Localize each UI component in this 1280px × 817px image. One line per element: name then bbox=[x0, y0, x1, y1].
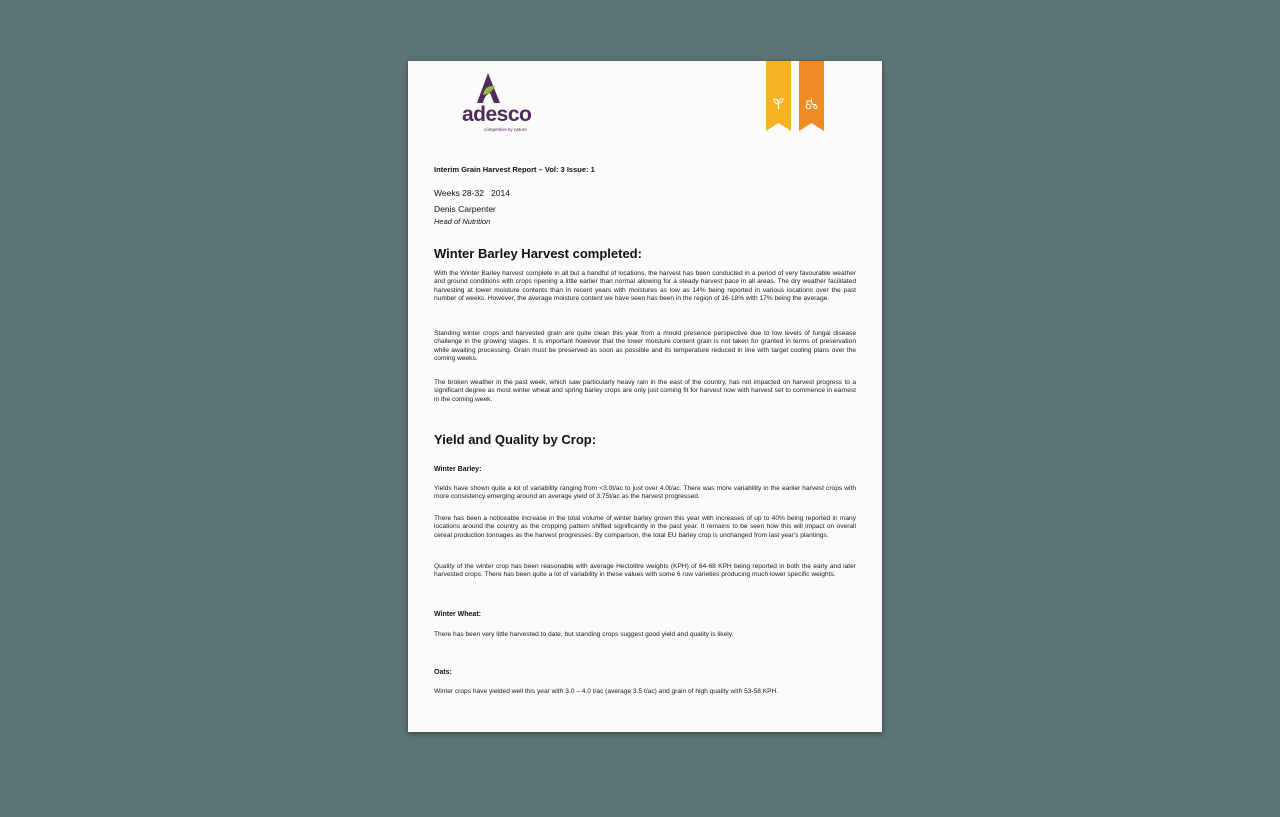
company-logo bbox=[462, 73, 542, 135]
paragraph: With the Winter Barley harvest complete in all but a handful of locations, the harvest has been conducted in a period of very favourable weather and ground conditions with crops ripening a little earlier than normal allowing for a steady harvest pace in all areas. The dry weather facilitated harvesting at lower moisture contents than in recent years with moistures as low as 14% being reported in various locations over the past number of weeks. However, the average moisture content we have seen has been in the region of 16-18% with 17% being the average. bbox=[434, 270, 856, 303]
paragraph: There has been a noticeable increase in the total volume of winter barley grown this year with increases of up to 40% being reported in many locations around the country as the cropping pattern shifted significantly in the past year. It remains to be seen how this will impact on overall cereal production tonnages as the harvest progresses. By comparison, the total EU barley crop is unchanged from last year's plantings. bbox=[434, 515, 856, 539]
paragraph: Quality of the winter crop has been reasonable with average Hectolitre weights (KPH) of 64-68 KPH being reported in both the early and later harvested crops. There has been quite a lot of variability in these values with some 6 row varieties producing much lower specific weights. bbox=[434, 563, 856, 579]
logo-mark-icon bbox=[474, 73, 504, 107]
subheading-winter-barley: Winter Barley: bbox=[434, 466, 482, 473]
tractor-icon bbox=[805, 97, 818, 110]
leaf-icon bbox=[772, 97, 785, 110]
report-title: Interim Grain Harvest Report – Vol: 3 Issue: 1 bbox=[434, 165, 595, 174]
subheading-oats: Oats: bbox=[434, 669, 452, 676]
section-heading-winter-barley-harvest: Winter Barley Harvest completed: bbox=[434, 246, 642, 261]
ribbon-orange bbox=[799, 61, 824, 131]
paragraph: Standing winter crops and harvested grain are quite clean this year from a mould presence perspective due to low levels of fungal disease challenge in the growing stages. It is important however that the lower moisture content grain is not taken for granted in terms of preservation while awaiting processing. Grain must be preserved as soon as possible and its temperature reduced in line with target cooling plans over the coming weeks. bbox=[434, 330, 856, 363]
ribbon-yellow bbox=[766, 61, 791, 131]
author-role: Head of Nutrition bbox=[434, 217, 491, 226]
paragraph: There has been very little harvested to date, but standing crops suggest good yield and quality is likely. bbox=[434, 631, 734, 638]
author-name: Denis Carpenter bbox=[434, 204, 496, 214]
logo-wordmark: adesco bbox=[462, 103, 532, 126]
subheading-winter-wheat: Winter Wheat: bbox=[434, 611, 481, 618]
report-weeks: Weeks 28-32 2014 bbox=[434, 188, 510, 198]
logo-tagline: competitive by nature bbox=[484, 127, 527, 132]
section-heading-yield-quality: Yield and Quality by Crop: bbox=[434, 432, 597, 447]
paragraph: Winter crops have yielded well this year with 3.0 – 4.0 t/ac (average 3.5 t/ac) and grain of high quality with 53-58 KPH. bbox=[434, 688, 779, 695]
report-page bbox=[408, 61, 882, 732]
paragraph: The broken weather in the past week, which saw particularly heavy rain in the east of the country, has not impacted on harvest progress to a significant degree as most winter wheat and spring barley crops are only just coming fit for harvest now with harvest set to commence in earnest in the coming week. bbox=[434, 379, 856, 403]
paragraph: Yields have shown quite a lot of variability ranging from <3.0t/ac to just over 4.0t/ac. There was more variability in the earlier harvest crops with more consistency emerging around an average yield of 3.75t/ac as the harvest progressed. bbox=[434, 485, 856, 501]
